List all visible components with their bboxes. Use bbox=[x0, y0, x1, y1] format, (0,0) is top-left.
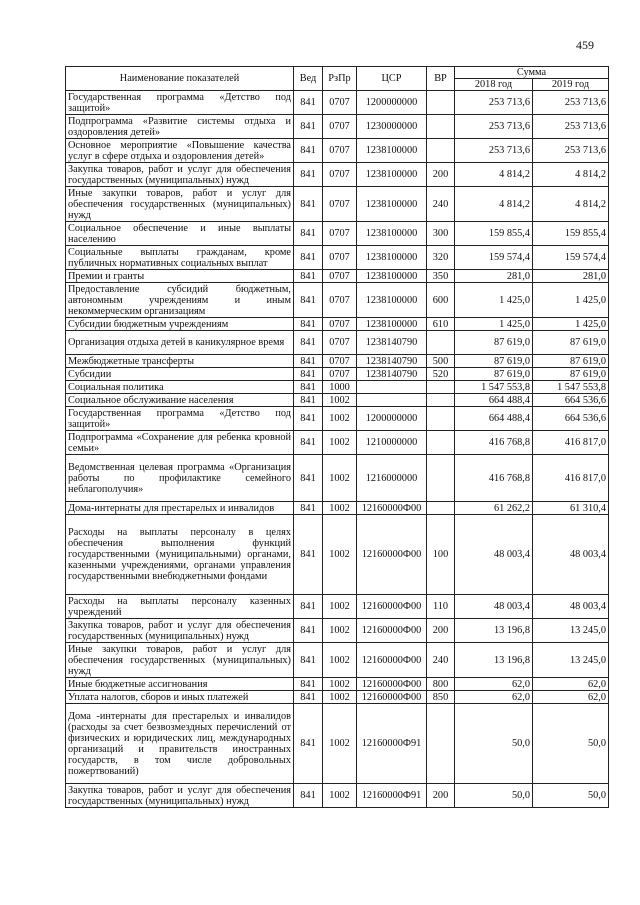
row-rzpr: 1002 bbox=[323, 431, 357, 455]
row-ved: 841 bbox=[294, 678, 323, 691]
table-row bbox=[66, 704, 609, 784]
row-name: Социальные выплаты гражданам, кроме публичных нормативных социальных выплат bbox=[66, 246, 294, 270]
row-rzpr: 1002 bbox=[323, 704, 357, 784]
row-csr: 1230000000 bbox=[357, 115, 427, 139]
row-csr: 1238100000 bbox=[357, 246, 427, 270]
row-vr: 610 bbox=[427, 318, 455, 331]
row-sum-2018: 253 713,6 bbox=[455, 115, 533, 139]
row-ved: 841 bbox=[294, 431, 323, 455]
row-vr bbox=[427, 139, 455, 163]
row-sum-2019: 62,0 bbox=[533, 691, 609, 704]
row-sum-2018: 664 488,4 bbox=[455, 407, 533, 431]
row-sum-2018: 48 003,4 bbox=[455, 595, 533, 619]
row-vr bbox=[427, 704, 455, 784]
row-rzpr: 0707 bbox=[323, 368, 357, 381]
row-sum-2019: 159 574,4 bbox=[533, 246, 609, 270]
table-row bbox=[66, 246, 609, 270]
row-vr bbox=[427, 91, 455, 115]
row-rzpr: 0707 bbox=[323, 331, 357, 355]
table-row bbox=[66, 381, 609, 394]
row-ved: 841 bbox=[294, 163, 323, 187]
table-row bbox=[66, 502, 609, 515]
row-csr: 1210000000 bbox=[357, 431, 427, 455]
row-name: Дома-интернаты для престарелых и инвалидов bbox=[66, 502, 294, 515]
row-csr: 12160000Ф00 bbox=[357, 691, 427, 704]
row-csr: 12160000Ф00 bbox=[357, 619, 427, 643]
row-csr: 12160000Ф00 bbox=[357, 678, 427, 691]
row-sum-2019: 87 619,0 bbox=[533, 331, 609, 355]
row-rzpr: 1002 bbox=[323, 678, 357, 691]
budget-table bbox=[65, 66, 609, 808]
row-name: Закупка товаров, работ и услуг для обеспечения государственных (муниципальных) нужд bbox=[66, 163, 294, 187]
header-2018: 2018 год bbox=[455, 79, 533, 91]
row-ved: 841 bbox=[294, 691, 323, 704]
table-row bbox=[66, 355, 609, 368]
row-sum-2018: 62,0 bbox=[455, 678, 533, 691]
row-vr: 240 bbox=[427, 643, 455, 678]
table-row bbox=[66, 318, 609, 331]
table-row bbox=[66, 115, 609, 139]
table-row bbox=[66, 678, 609, 691]
row-name: Закупка товаров, работ и услуг для обеспечения государственных (муниципальных) нужд bbox=[66, 784, 294, 808]
row-rzpr: 0707 bbox=[323, 283, 357, 318]
row-sum-2018: 13 196,8 bbox=[455, 619, 533, 643]
row-vr: 600 bbox=[427, 283, 455, 318]
row-rzpr: 1002 bbox=[323, 515, 357, 595]
header-ved: Вед bbox=[294, 67, 323, 91]
row-ved: 841 bbox=[294, 704, 323, 784]
row-sum-2018: 50,0 bbox=[455, 704, 533, 784]
row-sum-2018: 1 425,0 bbox=[455, 318, 533, 331]
table-row bbox=[66, 222, 609, 246]
row-ved: 841 bbox=[294, 91, 323, 115]
row-name: Социальное обеспечение и иные выплаты населению bbox=[66, 222, 294, 246]
row-ved: 841 bbox=[294, 455, 323, 502]
row-vr: 110 bbox=[427, 595, 455, 619]
row-rzpr: 1002 bbox=[323, 691, 357, 704]
row-rzpr: 1002 bbox=[323, 455, 357, 502]
row-csr: 1238100000 bbox=[357, 222, 427, 246]
row-sum-2019: 664 536,6 bbox=[533, 407, 609, 431]
row-sum-2018: 4 814,2 bbox=[455, 163, 533, 187]
row-ved: 841 bbox=[294, 331, 323, 355]
row-sum-2019: 1 425,0 bbox=[533, 318, 609, 331]
row-name: Предоставление субсидий бюджетным, автономным учреждениям и иным некоммерческим организациям bbox=[66, 283, 294, 318]
row-vr: 800 bbox=[427, 678, 455, 691]
row-csr: 12160000Ф00 bbox=[357, 643, 427, 678]
row-ved: 841 bbox=[294, 318, 323, 331]
row-vr: 320 bbox=[427, 246, 455, 270]
row-vr: 240 bbox=[427, 187, 455, 222]
row-vr: 500 bbox=[427, 355, 455, 368]
row-vr: 350 bbox=[427, 270, 455, 283]
row-vr: 850 bbox=[427, 691, 455, 704]
row-sum-2018: 253 713,6 bbox=[455, 91, 533, 115]
row-csr bbox=[357, 381, 427, 394]
table-row bbox=[66, 331, 609, 355]
row-sum-2019: 664 536,6 bbox=[533, 394, 609, 407]
table-row bbox=[66, 643, 609, 678]
row-csr: 1238140790 bbox=[357, 331, 427, 355]
row-rzpr: 0707 bbox=[323, 246, 357, 270]
row-rzpr: 0707 bbox=[323, 139, 357, 163]
row-ved: 841 bbox=[294, 515, 323, 595]
row-sum-2019: 87 619,0 bbox=[533, 368, 609, 381]
row-ved: 841 bbox=[294, 595, 323, 619]
table-row bbox=[66, 91, 609, 115]
row-rzpr: 0707 bbox=[323, 222, 357, 246]
row-csr bbox=[357, 394, 427, 407]
row-csr: 12160000Ф91 bbox=[357, 784, 427, 808]
row-rzpr: 1002 bbox=[323, 619, 357, 643]
row-sum-2019: 281,0 bbox=[533, 270, 609, 283]
row-name: Субсидии бюджетным учреждениям bbox=[66, 318, 294, 331]
row-sum-2019: 1 425,0 bbox=[533, 283, 609, 318]
row-sum-2018: 87 619,0 bbox=[455, 355, 533, 368]
header-sum: Сумма bbox=[455, 67, 609, 79]
row-sum-2018: 87 619,0 bbox=[455, 368, 533, 381]
row-csr: 12160000Ф00 bbox=[357, 502, 427, 515]
row-sum-2018: 48 003,4 bbox=[455, 515, 533, 595]
table-header bbox=[66, 67, 609, 91]
header-name: Наименование показателей bbox=[66, 67, 294, 91]
row-vr: 100 bbox=[427, 515, 455, 595]
row-sum-2018: 416 768,8 bbox=[455, 431, 533, 455]
row-ved: 841 bbox=[294, 619, 323, 643]
row-vr bbox=[427, 431, 455, 455]
row-name: Субсидии bbox=[66, 368, 294, 381]
row-sum-2019: 62,0 bbox=[533, 678, 609, 691]
row-vr: 200 bbox=[427, 784, 455, 808]
row-vr bbox=[427, 331, 455, 355]
header-rzpr: РзПр bbox=[323, 67, 357, 91]
row-ved: 841 bbox=[294, 115, 323, 139]
row-rzpr: 1002 bbox=[323, 784, 357, 808]
row-sum-2018: 13 196,8 bbox=[455, 643, 533, 678]
row-csr: 1200000000 bbox=[357, 407, 427, 431]
row-ved: 841 bbox=[294, 784, 323, 808]
row-ved: 841 bbox=[294, 502, 323, 515]
row-rzpr: 0707 bbox=[323, 91, 357, 115]
row-csr: 1238100000 bbox=[357, 187, 427, 222]
table-row bbox=[66, 283, 609, 318]
row-sum-2019: 61 310,4 bbox=[533, 502, 609, 515]
table-row bbox=[66, 784, 609, 808]
row-rzpr: 1002 bbox=[323, 595, 357, 619]
row-sum-2019: 48 003,4 bbox=[533, 595, 609, 619]
row-csr: 12160000Ф00 bbox=[357, 515, 427, 595]
row-ved: 841 bbox=[294, 222, 323, 246]
row-sum-2019: 253 713,6 bbox=[533, 139, 609, 163]
row-sum-2019: 253 713,6 bbox=[533, 91, 609, 115]
row-name: Уплата налогов, сборов и иных платежей bbox=[66, 691, 294, 704]
row-csr: 1238100000 bbox=[357, 283, 427, 318]
table-row bbox=[66, 515, 609, 595]
row-ved: 841 bbox=[294, 246, 323, 270]
row-csr: 12160000Ф91 bbox=[357, 704, 427, 784]
row-ved: 841 bbox=[294, 368, 323, 381]
row-name: Закупка товаров, работ и услуг для обеспечения государственных (муниципальных) нужд bbox=[66, 619, 294, 643]
row-ved: 841 bbox=[294, 139, 323, 163]
row-csr: 12160000Ф00 bbox=[357, 595, 427, 619]
row-sum-2019: 159 855,4 bbox=[533, 222, 609, 246]
row-name: Основное мероприятие «Повышение качества услуг в сфере отдыха и оздоровления детей» bbox=[66, 139, 294, 163]
row-csr: 1200000000 bbox=[357, 91, 427, 115]
row-rzpr: 0707 bbox=[323, 187, 357, 222]
row-name: Иные закупки товаров, работ и услуг для обеспечения государственных (муниципальных) нужд bbox=[66, 187, 294, 222]
row-sum-2018: 4 814,2 bbox=[455, 187, 533, 222]
row-name: Организация отдыха детей в каникулярное время bbox=[66, 331, 294, 355]
row-sum-2018: 416 768,8 bbox=[455, 455, 533, 502]
row-sum-2018: 281,0 bbox=[455, 270, 533, 283]
header-2019: 2019 год bbox=[533, 79, 609, 91]
row-sum-2019: 48 003,4 bbox=[533, 515, 609, 595]
row-sum-2018: 664 488,4 bbox=[455, 394, 533, 407]
row-rzpr: 0707 bbox=[323, 355, 357, 368]
table-row bbox=[66, 368, 609, 381]
row-ved: 841 bbox=[294, 283, 323, 318]
row-name: Иные закупки товаров, работ и услуг для обеспечения государственных (муниципальных) нужд bbox=[66, 643, 294, 678]
row-sum-2018: 62,0 bbox=[455, 691, 533, 704]
row-rzpr: 0707 bbox=[323, 115, 357, 139]
row-rzpr: 0707 bbox=[323, 318, 357, 331]
row-name: Дома -интернаты для престарелых и инвалидов (расходы за счет безвозмездных перечислений от физических и юридических лиц, международных организаций и правительств иностранных государств, в том числе добровольных пожертвований) bbox=[66, 704, 294, 784]
row-ved: 841 bbox=[294, 407, 323, 431]
row-sum-2019: 50,0 bbox=[533, 704, 609, 784]
row-sum-2018: 61 262,2 bbox=[455, 502, 533, 515]
row-rzpr: 0707 bbox=[323, 163, 357, 187]
row-vr: 300 bbox=[427, 222, 455, 246]
table-row bbox=[66, 619, 609, 643]
row-sum-2018: 159 855,4 bbox=[455, 222, 533, 246]
row-sum-2019: 87 619,0 bbox=[533, 355, 609, 368]
table-row bbox=[66, 595, 609, 619]
row-csr: 1238100000 bbox=[357, 318, 427, 331]
row-rzpr: 1002 bbox=[323, 643, 357, 678]
row-sum-2018: 87 619,0 bbox=[455, 331, 533, 355]
row-ved: 841 bbox=[294, 394, 323, 407]
row-sum-2019: 416 817,0 bbox=[533, 455, 609, 502]
row-vr bbox=[427, 394, 455, 407]
row-name: Государственная программа «Детство под защитой» bbox=[66, 91, 294, 115]
table-row bbox=[66, 407, 609, 431]
row-sum-2019: 13 245,0 bbox=[533, 643, 609, 678]
table-row bbox=[66, 394, 609, 407]
row-name: Государственная программа «Детство под защитой» bbox=[66, 407, 294, 431]
row-sum-2019: 253 713,6 bbox=[533, 115, 609, 139]
row-name: Расходы на выплаты персоналу казенных учреждений bbox=[66, 595, 294, 619]
row-name: Социальная политика bbox=[66, 381, 294, 394]
row-rzpr: 1002 bbox=[323, 502, 357, 515]
row-name: Подпрограмма «Развитие системы отдыха и оздоровления детей» bbox=[66, 115, 294, 139]
page-number: 459 bbox=[576, 38, 594, 52]
table-row bbox=[66, 431, 609, 455]
row-vr bbox=[427, 381, 455, 394]
table-row bbox=[66, 139, 609, 163]
row-vr bbox=[427, 455, 455, 502]
row-sum-2019: 50,0 bbox=[533, 784, 609, 808]
row-ved: 841 bbox=[294, 381, 323, 394]
row-sum-2019: 13 245,0 bbox=[533, 619, 609, 643]
row-csr: 1238140790 bbox=[357, 355, 427, 368]
row-sum-2018: 159 574,4 bbox=[455, 246, 533, 270]
row-vr bbox=[427, 407, 455, 431]
row-sum-2019: 4 814,2 bbox=[533, 187, 609, 222]
row-ved: 841 bbox=[294, 187, 323, 222]
row-name: Премии и гранты bbox=[66, 270, 294, 283]
row-rzpr: 0707 bbox=[323, 270, 357, 283]
row-ved: 841 bbox=[294, 355, 323, 368]
row-sum-2018: 1 425,0 bbox=[455, 283, 533, 318]
row-ved: 841 bbox=[294, 270, 323, 283]
header-csr: ЦСР bbox=[357, 67, 427, 91]
row-csr: 1238100000 bbox=[357, 270, 427, 283]
row-csr: 1216000000 bbox=[357, 455, 427, 502]
row-sum-2018: 253 713,6 bbox=[455, 139, 533, 163]
row-vr: 200 bbox=[427, 619, 455, 643]
row-vr bbox=[427, 502, 455, 515]
row-vr bbox=[427, 115, 455, 139]
row-rzpr: 1002 bbox=[323, 407, 357, 431]
row-name: Иные бюджетные ассигнования bbox=[66, 678, 294, 691]
row-vr: 520 bbox=[427, 368, 455, 381]
row-ved: 841 bbox=[294, 643, 323, 678]
row-csr: 1238100000 bbox=[357, 139, 427, 163]
table-row bbox=[66, 270, 609, 283]
row-name: Ведомственная целевая программа «Организация работы по профилактике семейного неблагополучия» bbox=[66, 455, 294, 502]
row-name: Расходы на выплаты персоналу в целях обеспечения выполнения функций государственными (муниципальными) органами, казенными учреждениями, органами управления государственными внебюджетными фондами bbox=[66, 515, 294, 595]
table-row bbox=[66, 163, 609, 187]
row-csr: 1238140790 bbox=[357, 368, 427, 381]
table-row bbox=[66, 455, 609, 502]
row-name: Подпрограмма «Сохранение для ребенка кровной семьи» bbox=[66, 431, 294, 455]
row-vr: 200 bbox=[427, 163, 455, 187]
row-sum-2018: 1 547 553,8 bbox=[455, 381, 533, 394]
row-sum-2019: 4 814,2 bbox=[533, 163, 609, 187]
row-name: Межбюджетные трансферты bbox=[66, 355, 294, 368]
row-sum-2019: 1 547 553,8 bbox=[533, 381, 609, 394]
table-row bbox=[66, 691, 609, 704]
table-body bbox=[66, 91, 609, 808]
table-row bbox=[66, 187, 609, 222]
row-sum-2018: 50,0 bbox=[455, 784, 533, 808]
row-sum-2019: 416 817,0 bbox=[533, 431, 609, 455]
row-rzpr: 1000 bbox=[323, 381, 357, 394]
row-csr: 1238100000 bbox=[357, 163, 427, 187]
header-vr: ВР bbox=[427, 67, 455, 91]
row-name: Социальное обслуживание населения bbox=[66, 394, 294, 407]
row-rzpr: 1002 bbox=[323, 394, 357, 407]
